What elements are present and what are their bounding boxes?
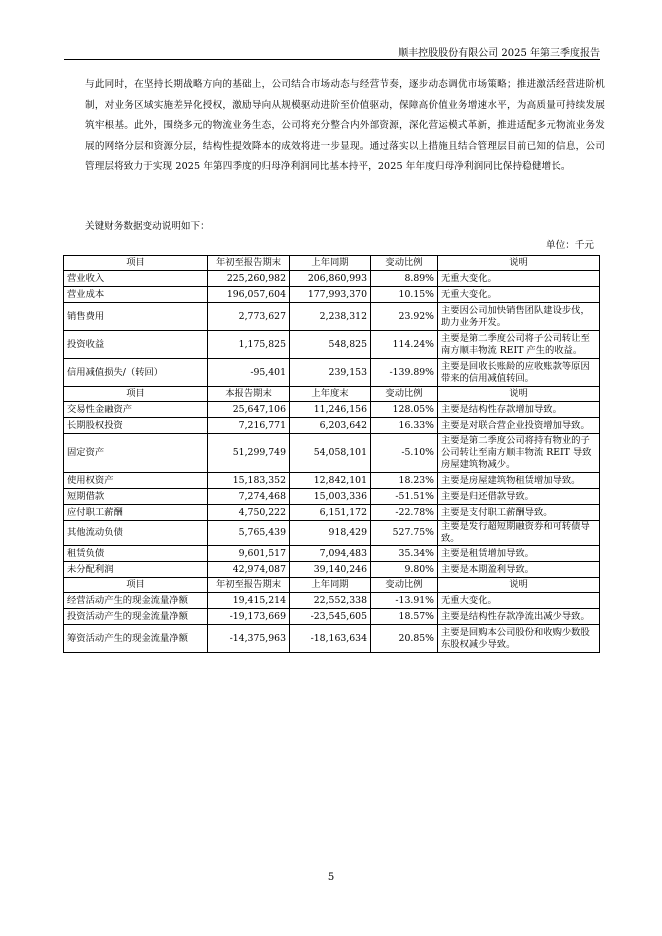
row-item: 短期借款: [64, 489, 208, 505]
column-header: 变动比例: [371, 256, 438, 271]
change-ratio: 114.24%: [371, 331, 438, 359]
column-header: 年初至报告期末: [208, 256, 290, 271]
table-header-row: [64, 578, 600, 593]
column-header: 年初至报告期末: [208, 578, 290, 593]
change-ratio: 18.57%: [371, 609, 438, 625]
prior-value: 22,552,338: [290, 593, 371, 609]
table-row: [64, 546, 600, 562]
prior-value: 54,058,101: [290, 434, 371, 473]
change-ratio: 9.80%: [371, 562, 438, 578]
row-item: 投资收益: [64, 331, 208, 359]
row-item: 未分配利润: [64, 562, 208, 578]
table-row: [64, 489, 600, 505]
row-item: 投资活动产生的现金流量净额: [64, 609, 208, 625]
prior-value: 6,203,642: [290, 418, 371, 434]
change-note: 无重大变化。: [438, 287, 600, 303]
change-ratio: 128.05%: [371, 402, 438, 418]
table-row: [64, 359, 600, 387]
table-row: [64, 434, 600, 473]
row-item: 经营活动产生的现金流量净额: [64, 593, 208, 609]
change-ratio: 527.75%: [371, 521, 438, 546]
header-rule: [64, 59, 600, 60]
column-header: 本报告期末: [208, 387, 290, 402]
table-row: [64, 271, 600, 287]
row-item: 交易性金融资产: [64, 402, 208, 418]
row-item: 营业成本: [64, 287, 208, 303]
current-value: 25,647,106: [208, 402, 290, 418]
table-row: [64, 505, 600, 521]
prior-value: 7,094,483: [290, 546, 371, 562]
change-note: 主要是对联合营企业投资增加导致。: [438, 418, 600, 434]
prior-value: -18,163,634: [290, 625, 371, 653]
prior-value: 548,825: [290, 331, 371, 359]
change-ratio: -13.91%: [371, 593, 438, 609]
column-header: 项目: [64, 256, 208, 271]
current-value: 1,175,825: [208, 331, 290, 359]
change-note: 无重大变化。: [438, 271, 600, 287]
change-ratio: 18.23%: [371, 473, 438, 489]
current-value: 225,260,982: [208, 271, 290, 287]
row-item: 营业收入: [64, 271, 208, 287]
row-item: 信用减值损失/（转回）: [64, 359, 208, 387]
current-value: 19,415,214: [208, 593, 290, 609]
change-note: 主要是租赁增加导致。: [438, 546, 600, 562]
change-note: 主要因公司加快销售团队建设步伐，助力业务开发。: [438, 303, 600, 331]
column-header: 说明: [438, 256, 600, 271]
row-item: 租赁负债: [64, 546, 208, 562]
page-header: 顺丰控股股份有限公司 2025 年第三季度报告: [398, 48, 600, 59]
prior-value: 6,151,172: [290, 505, 371, 521]
change-note: 主要是第二季度公司将持有物业的子公司转让至南方顺丰物流 REIT 导致房屋建筑物减少。: [438, 434, 600, 473]
column-header: 变动比例: [371, 387, 438, 402]
current-value: 7,274,468: [208, 489, 290, 505]
intro-paragraph: 与此同时，在坚持长期战略方向的基础上，公司结合市场动态与经营节奏，逐步动态调优市场策略；推进激活经营进阶机制，对业务区域实施差异化授权，激励导向从规模驱动进阶至价值驱动，保障高价值业务增速水平，为高质量可持续发展筑牢根基。此外，围绕多元的物流业务生态，公司将充分整合内外部资源，深化营运模式革新，推进适配多元物流业务发展的网络分层和资源分层，结构性提效降本的成效将进一步显现。通过落实以上措施且结合管理层目前已知的信息，公司管理层将致力于实现 2025 年第四季度的归母净利润同比基本持平，2025 年年度归母净利润同比保持稳健增长。: [85, 79, 605, 172]
current-value: 196,057,604: [208, 287, 290, 303]
prior-value: 177,993,370: [290, 287, 371, 303]
current-value: 51,299,749: [208, 434, 290, 473]
row-item: 销售费用: [64, 303, 208, 331]
change-note: 主要是回收长账龄的应收账款等原因带来的信用减值转回。: [438, 359, 600, 387]
prior-value: 2,238,312: [290, 303, 371, 331]
change-ratio: 35.34%: [371, 546, 438, 562]
table-intro: 关键财务数据变动说明如下：: [85, 221, 210, 232]
financial-data-table: [63, 255, 600, 653]
table-row: [64, 593, 600, 609]
prior-value: 15,003,336: [290, 489, 371, 505]
prior-value: 206,860,993: [290, 271, 371, 287]
table-row: [64, 473, 600, 489]
current-value: 15,183,352: [208, 473, 290, 489]
change-note: 主要是房屋建筑物租赁增加导致。: [438, 473, 600, 489]
row-item: 长期股权投资: [64, 418, 208, 434]
current-value: 4,750,222: [208, 505, 290, 521]
change-ratio: -22.78%: [371, 505, 438, 521]
change-note: 主要是发行超短期融资券和可转债导致。: [438, 521, 600, 546]
table-row: [64, 562, 600, 578]
change-ratio: 8.89%: [371, 271, 438, 287]
table-header-row: [64, 256, 600, 271]
change-ratio: -51.51%: [371, 489, 438, 505]
table-row: [64, 402, 600, 418]
change-note: 主要是结构性存款净流出减少导致。: [438, 609, 600, 625]
prior-value: 918,429: [290, 521, 371, 546]
current-value: -14,375,963: [208, 625, 290, 653]
change-ratio: 16.33%: [371, 418, 438, 434]
table-header-row: [64, 387, 600, 402]
table-row: [64, 609, 600, 625]
current-value: 9,601,517: [208, 546, 290, 562]
prior-value: -23,545,605: [290, 609, 371, 625]
current-value: -19,173,669: [208, 609, 290, 625]
change-note: 主要是本期盈利导致。: [438, 562, 600, 578]
column-header: 项目: [64, 578, 208, 593]
change-ratio: -5.10%: [371, 434, 438, 473]
table-row: [64, 625, 600, 653]
current-value: 42,974,087: [208, 562, 290, 578]
prior-value: 39,140,246: [290, 562, 371, 578]
change-ratio: -139.89%: [371, 359, 438, 387]
table-row: [64, 303, 600, 331]
prior-value: 12,842,101: [290, 473, 371, 489]
column-header: 上年度末: [290, 387, 371, 402]
change-note: 无重大变化。: [438, 593, 600, 609]
change-ratio: 10.15%: [371, 287, 438, 303]
column-header: 上年同期: [290, 578, 371, 593]
change-ratio: 23.92%: [371, 303, 438, 331]
table-row: [64, 287, 600, 303]
prior-value: 11,246,156: [290, 402, 371, 418]
table-row: [64, 418, 600, 434]
current-value: 5,765,439: [208, 521, 290, 546]
page-number: 5: [327, 872, 335, 883]
row-item: 其他流动负债: [64, 521, 208, 546]
column-header: 变动比例: [371, 578, 438, 593]
column-header: 上年同期: [290, 256, 371, 271]
column-header: 说明: [438, 387, 600, 402]
column-header: 项目: [64, 387, 208, 402]
column-header: 说明: [438, 578, 600, 593]
change-note: 主要是第二季度公司将子公司转让至南方顺丰物流 REIT 产生的收益。: [438, 331, 600, 359]
table-row: [64, 331, 600, 359]
change-ratio: 20.85%: [371, 625, 438, 653]
current-value: -95,401: [208, 359, 290, 387]
current-value: 7,216,771: [208, 418, 290, 434]
current-value: 2,773,627: [208, 303, 290, 331]
unit-label: 单位：千元: [546, 240, 594, 251]
change-note: 主要是回购本公司股份和收购少数股东股权减少导致。: [438, 625, 600, 653]
row-item: 筹资活动产生的现金流量净额: [64, 625, 208, 653]
prior-value: 239,153: [290, 359, 371, 387]
change-note: 主要是归还借款导致。: [438, 489, 600, 505]
table-row: [64, 521, 600, 546]
change-note: 主要是结构性存款增加导致。: [438, 402, 600, 418]
row-item: 使用权资产: [64, 473, 208, 489]
row-item: 应付职工薪酬: [64, 505, 208, 521]
row-item: 固定资产: [64, 434, 208, 473]
change-note: 主要是支付职工薪酬导致。: [438, 505, 600, 521]
